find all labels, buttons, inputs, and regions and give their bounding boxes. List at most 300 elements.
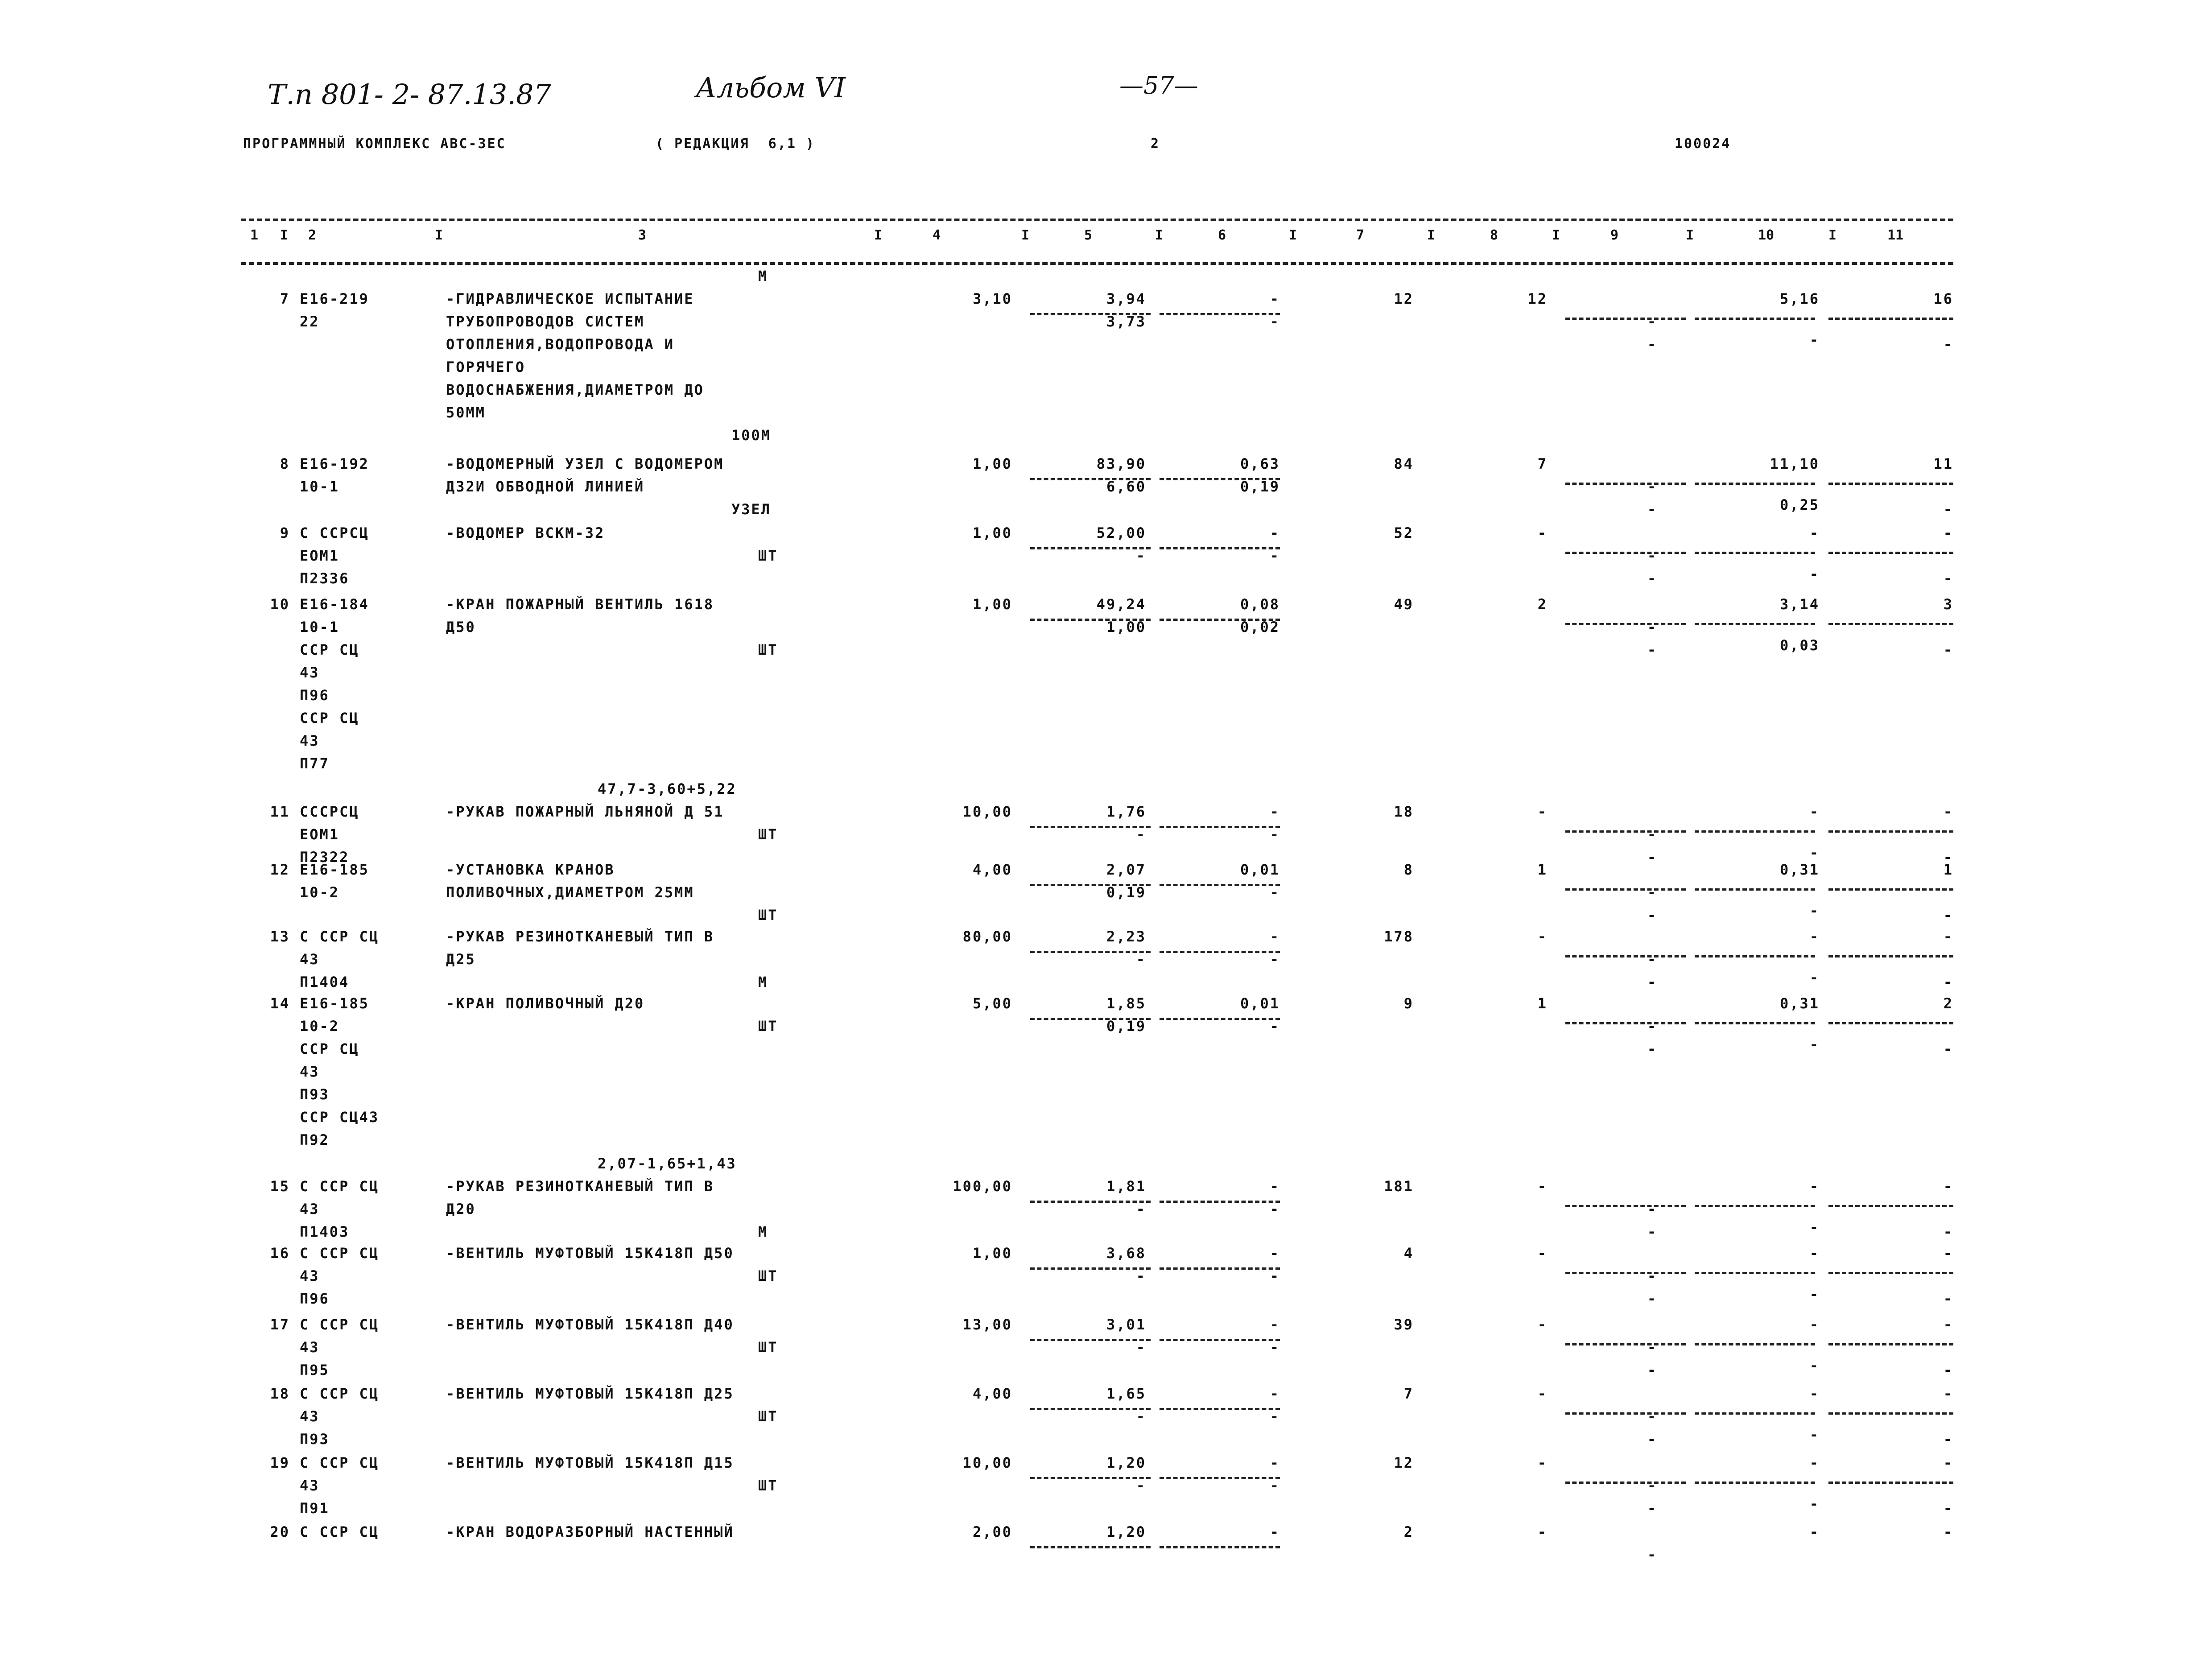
labor-machine-b: -: [1647, 1223, 1658, 1240]
labor-total-b: -: [1943, 336, 1953, 353]
dashed-separator: [1695, 318, 1815, 320]
labor-hours-b: -: [1809, 844, 1820, 861]
dashed-separator: [1695, 1205, 1815, 1207]
labor-total-b: -: [1943, 1040, 1953, 1057]
dashed-separator: [1030, 1018, 1151, 1020]
total-wage: -: [1537, 803, 1548, 820]
machine-wage: 0,02: [1240, 619, 1280, 636]
rate-code-line: П96: [300, 687, 330, 704]
work-description-line: -КРАН ВОДОРАЗБОРНЫЙ НАСТЕННЫЙ: [446, 1523, 734, 1540]
total-wage: -: [1537, 1178, 1548, 1195]
machine-wage: -: [1270, 1018, 1280, 1035]
dashed-separator: [1565, 830, 1686, 833]
labor-machine: -: [1647, 826, 1658, 843]
labor-total: -: [1943, 928, 1953, 945]
work-description-line: -РУКАВ РЕЗИНОТКАНЕВЫЙ ТИП В: [446, 1178, 714, 1195]
unit-label: ШТ: [758, 1408, 778, 1425]
unit-wage: 6,60: [1106, 478, 1146, 495]
rate-code-line: Е16-185: [300, 861, 369, 878]
labor-hours-b: -: [1809, 1426, 1820, 1443]
dashed-separator: [1160, 1408, 1280, 1410]
rate-code: [300, 1242, 379, 1310]
total-wage: -: [1537, 928, 1548, 945]
unit-label: 100М: [731, 427, 772, 444]
dashed-separator: [1565, 552, 1686, 554]
dashed-separator: [1828, 1412, 1953, 1415]
dashed-separator: [1565, 483, 1686, 485]
column-separator: I: [1289, 227, 1297, 243]
dashed-separator: [1030, 826, 1151, 828]
quantity: 1,00: [972, 596, 1012, 613]
rate-code-line: 43: [300, 1477, 320, 1494]
quantity: 1,00: [972, 455, 1012, 472]
rate-code-line: 10-2: [300, 884, 340, 901]
dashed-separator: [1695, 1482, 1815, 1484]
unit-cost: 2,07: [1106, 861, 1146, 878]
dashed-separator: [1828, 483, 1953, 485]
work-description-line: -РУКАВ РЕЗИНОТКАНЕВЫЙ ТИП В: [446, 928, 714, 945]
work-description: [446, 1175, 714, 1221]
program-name: ПРОГРАММНЫЙ КОМПЛЕКС АВС-ЗЕС: [243, 136, 506, 152]
work-description-line: -ГИДРАВЛИЧЕСКОЕ ИСПЫТАНИЕ: [446, 290, 694, 307]
rate-code-line: С ССР СЦ: [300, 1385, 380, 1402]
total-cost: 49: [1394, 596, 1414, 613]
row-number: 12: [270, 861, 290, 878]
work-description-line: -ВЕНТИЛЬ МУФТОВЫЙ 15К418П Д25: [446, 1385, 734, 1402]
column-number: 6: [1217, 227, 1226, 243]
total-cost: 178: [1384, 928, 1414, 945]
dashed-separator: [1030, 1477, 1151, 1479]
machine-cost: -: [1270, 1245, 1280, 1262]
machine-wage: -: [1270, 547, 1280, 564]
dashed-separator: [1030, 547, 1151, 549]
unit-label: ШТ: [758, 1267, 778, 1284]
quantity: 4,00: [972, 861, 1012, 878]
work-description-line: -РУКАВ ПОЖАРНЫЙ ЛЬНЯНОЙ Д 51: [446, 803, 724, 820]
work-description-line: 50ММ: [446, 404, 486, 421]
column-separator: I: [1686, 227, 1694, 243]
quantity: 2,00: [972, 1523, 1012, 1540]
rate-code-line: 43: [300, 1408, 320, 1425]
total-wage: 2: [1537, 596, 1548, 613]
total-cost: 181: [1384, 1178, 1414, 1195]
work-description-line: -КРАН ПОЛИВОЧНЫЙ Д20: [446, 995, 645, 1012]
labor-total: -: [1943, 1523, 1953, 1540]
total-wage: -: [1537, 1454, 1548, 1471]
labor-total: -: [1943, 1454, 1953, 1471]
rate-code-line: Е16-219: [300, 290, 369, 307]
total-cost: 12: [1394, 290, 1414, 307]
rate-code: [300, 992, 379, 1151]
work-description-line: -КРАН ПОЖАРНЫЙ ВЕНТИЛЬ 1618: [446, 596, 714, 613]
labor-hours: -: [1809, 803, 1820, 820]
dashed-separator: [1160, 478, 1280, 480]
dashed-separator: [1828, 830, 1953, 833]
labor-total: 16: [1933, 290, 1953, 307]
machine-wage: -: [1270, 1267, 1280, 1284]
work-description-line: -ВЕНТИЛЬ МУФТОВЫЙ 15К418П Д15: [446, 1454, 734, 1471]
dashed-separator: [1030, 1546, 1151, 1548]
labor-total-b: -: [1943, 570, 1953, 587]
work-description-line: Д20: [446, 1201, 476, 1217]
labor-machine-b: -: [1647, 501, 1658, 518]
rate-code-line: ССР СЦ: [300, 710, 359, 726]
rate-code-line: 43: [300, 664, 320, 681]
column-separator: I: [280, 227, 289, 243]
labor-machine-b: -: [1647, 570, 1658, 587]
rate-code-line: 43: [300, 951, 320, 968]
row-number: 8: [280, 455, 290, 472]
rate-code-line: 43: [300, 1201, 320, 1217]
quantity: 100,00: [953, 1178, 1012, 1195]
dashed-separator: [1030, 1408, 1151, 1410]
labor-machine: -: [1647, 619, 1658, 636]
rate-code-line: Е16-192: [300, 455, 369, 472]
total-cost: 84: [1394, 455, 1414, 472]
labor-machine: -: [1647, 1546, 1658, 1563]
rate-code-line: 22: [300, 313, 320, 330]
dashed-separator: [1160, 1546, 1280, 1548]
dashed-separator: [1828, 1205, 1953, 1207]
dashed-separator: [1160, 547, 1280, 549]
rate-code-line: П93: [300, 1431, 330, 1448]
column-number: 3: [638, 227, 647, 243]
unit-wage: -: [1136, 1408, 1146, 1425]
unit-label: ШТ: [758, 641, 778, 658]
dashed-separator: [1695, 483, 1815, 485]
work-description: [446, 801, 724, 823]
work-description-line: Д50: [446, 619, 476, 636]
rate-code-line: С ССР СЦ: [300, 1245, 380, 1262]
unit-wage: 0,19: [1106, 1018, 1146, 1035]
total-wage: -: [1537, 524, 1548, 541]
rate-code-line: 43: [300, 732, 320, 749]
dashed-separator: [1565, 1482, 1686, 1484]
row-number: 16: [270, 1245, 290, 1262]
machine-wage: -: [1270, 826, 1280, 843]
table-top-rule: [241, 219, 1953, 221]
labor-hours-b: 0,25: [1779, 496, 1820, 513]
row-number: 20: [270, 1523, 290, 1540]
labor-machine-b: -: [1647, 907, 1658, 924]
machine-cost: -: [1270, 1523, 1280, 1540]
row-number: 15: [270, 1178, 290, 1195]
labor-total-b: -: [1943, 1290, 1953, 1307]
dashed-separator: [1828, 623, 1953, 625]
rate-code: [300, 1521, 379, 1543]
total-cost: 52: [1394, 524, 1414, 541]
rate-code-line: П96: [300, 1290, 330, 1307]
total-wage: 1: [1537, 861, 1548, 878]
total-wage: -: [1537, 1523, 1548, 1540]
labor-total: -: [1943, 1178, 1953, 1195]
machine-cost: -: [1270, 1178, 1280, 1195]
machine-wage: -: [1270, 951, 1280, 968]
document-number: 100024: [1675, 136, 1731, 152]
rate-code-line: ССР СЦ: [300, 1040, 359, 1057]
work-description-line: -ВЕНТИЛЬ МУФТОВЫЙ 15К418П Д40: [446, 1316, 734, 1333]
labor-machine: -: [1647, 1477, 1658, 1494]
rate-code-line: П1404: [300, 974, 350, 990]
price-formula: 2,07-1,65+1,43: [598, 1155, 737, 1172]
edition-label: ( РЕДАКЦИЯ 6,1 ): [656, 136, 816, 152]
labor-hours: -: [1809, 1245, 1820, 1262]
rate-code-line: П77: [300, 755, 330, 772]
rate-code-line: ССР СЦ43: [300, 1109, 380, 1126]
labor-hours: -: [1809, 1385, 1820, 1402]
labor-machine-b: -: [1647, 849, 1658, 866]
machine-cost: -: [1270, 524, 1280, 541]
unit-label: ШТ: [758, 1018, 778, 1035]
dashed-separator: [1030, 884, 1151, 886]
row-number: 13: [270, 928, 290, 945]
unit-wage: -: [1136, 1201, 1146, 1217]
labor-hours: 0,31: [1779, 861, 1820, 878]
work-description: [446, 992, 644, 1015]
labor-machine: -: [1647, 1201, 1658, 1217]
work-description-line: ВОДОСНАБЖЕНИЯ,ДИАМЕТРОМ ДО: [446, 381, 704, 398]
work-description: [446, 288, 704, 424]
dashed-separator: [1160, 1267, 1280, 1270]
machine-wage: -: [1270, 1408, 1280, 1425]
rate-code: [300, 522, 369, 590]
labor-machine: -: [1647, 1018, 1658, 1035]
machine-cost: -: [1270, 290, 1280, 307]
total-wage: 12: [1527, 290, 1548, 307]
column-separator: I: [1021, 227, 1030, 243]
unit-label: ШТ: [758, 907, 778, 924]
labor-hours: -: [1809, 524, 1820, 541]
quantity: 4,00: [972, 1385, 1012, 1402]
labor-machine-b: -: [1647, 974, 1658, 990]
machine-cost: -: [1270, 1454, 1280, 1471]
total-wage: -: [1537, 1245, 1548, 1262]
rate-code-line: П92: [300, 1131, 330, 1148]
labor-machine: -: [1647, 1408, 1658, 1425]
column-separator: I: [1155, 227, 1164, 243]
labor-hours: -: [1809, 1178, 1820, 1195]
work-description-line: Д32И ОБВОДНОЙ ЛИНИЕЙ: [446, 478, 645, 495]
dashed-separator: [1828, 955, 1953, 957]
work-description: [446, 593, 714, 639]
work-description: [446, 1313, 734, 1336]
rate-code-line: 10-2: [300, 1018, 340, 1035]
work-description: [446, 1382, 734, 1405]
labor-total-b: -: [1943, 1223, 1953, 1240]
quantity: 80,00: [962, 928, 1012, 945]
dashed-separator: [1828, 1022, 1953, 1024]
total-cost: 2: [1403, 1523, 1414, 1540]
labor-hours-b: -: [1809, 1495, 1820, 1512]
album-label: Альбом VI: [696, 71, 846, 104]
work-description-line: Д25: [446, 951, 476, 968]
total-cost: 18: [1394, 803, 1414, 820]
dashed-separator: [1695, 955, 1815, 957]
work-description: [446, 453, 724, 498]
work-description: [446, 1452, 734, 1474]
column-number: 1: [250, 227, 259, 243]
column-number: 7: [1356, 227, 1365, 243]
total-wage: 1: [1537, 995, 1548, 1012]
rate-code-line: С ССР СЦ: [300, 1454, 380, 1471]
machine-cost: 0,01: [1240, 995, 1280, 1012]
unit-cost: 49,24: [1096, 596, 1146, 613]
dashed-separator: [1565, 1205, 1686, 1207]
work-description-line: -УСТАНОВКА КРАНОВ: [446, 861, 615, 878]
rate-code-line: 43: [300, 1339, 320, 1356]
labor-hours: 5,16: [1779, 290, 1820, 307]
dashed-separator: [1030, 1267, 1151, 1270]
labor-machine-b: -: [1647, 1040, 1658, 1057]
unit-wage: -: [1136, 951, 1146, 968]
quantity: 5,00: [972, 995, 1012, 1012]
dashed-separator: [1565, 1272, 1686, 1274]
dashed-separator: [1695, 830, 1815, 833]
labor-machine: -: [1647, 547, 1658, 564]
rate-code-line: ЕОМ1: [300, 826, 340, 843]
labor-total: 1: [1943, 861, 1953, 878]
labor-machine: -: [1647, 951, 1658, 968]
labor-hours-b: -: [1809, 1036, 1820, 1053]
dashed-separator: [1160, 826, 1280, 828]
labor-total-b: -: [1943, 641, 1953, 658]
rate-code-line: П93: [300, 1086, 330, 1103]
dashed-separator: [1030, 1339, 1151, 1341]
labor-machine: -: [1647, 313, 1658, 330]
labor-total-b: -: [1943, 974, 1953, 990]
rate-code: [300, 453, 369, 498]
unit-label: УЗЕЛ: [731, 501, 772, 518]
unit-cost: 52,00: [1096, 524, 1146, 541]
dashed-separator: [1828, 1343, 1953, 1345]
labor-hours-b: -: [1809, 969, 1820, 986]
dashed-separator: [1030, 313, 1151, 315]
unit-cost: 3,68: [1106, 1245, 1146, 1262]
unit-label: М: [758, 1223, 768, 1240]
machine-cost: -: [1270, 1316, 1280, 1333]
work-description: [446, 1521, 734, 1543]
labor-hours: -: [1809, 1316, 1820, 1333]
labor-hours-b: -: [1809, 565, 1820, 582]
unit-cost: 1,81: [1106, 1178, 1146, 1195]
column-number: 10: [1758, 227, 1775, 243]
unit-cost: 1,20: [1106, 1523, 1146, 1540]
machine-cost: 0,63: [1240, 455, 1280, 472]
rate-code: [300, 1175, 379, 1243]
column-separator: I: [1552, 227, 1560, 243]
labor-hours: -: [1809, 1523, 1820, 1540]
labor-total: 3: [1943, 596, 1953, 613]
labor-hours-b: -: [1809, 1357, 1820, 1374]
total-cost: 12: [1394, 1454, 1414, 1471]
machine-wage: -: [1270, 1201, 1280, 1217]
unit-cost: 1,85: [1106, 995, 1146, 1012]
labor-machine-b: -: [1647, 1431, 1658, 1448]
work-description-line: -ВОДОМЕРНЫЙ УЗЕЛ С ВОДОМЕРОМ: [446, 455, 724, 472]
total-cost: 4: [1403, 1245, 1414, 1262]
sheet-number: 2: [1151, 136, 1160, 152]
dashed-separator: [1160, 1477, 1280, 1479]
rate-code-line: ССР СЦ: [300, 641, 359, 658]
total-wage: -: [1537, 1385, 1548, 1402]
labor-total: -: [1943, 1385, 1953, 1402]
column-number: 8: [1490, 227, 1498, 243]
machine-wage: -: [1270, 884, 1280, 901]
rate-code-line: С ССР СЦ: [300, 1316, 380, 1333]
labor-total-b: -: [1943, 1362, 1953, 1378]
rate-code-line: 10-1: [300, 478, 340, 495]
labor-total-b: -: [1943, 501, 1953, 518]
labor-hours: 3,14: [1779, 596, 1820, 613]
rate-code-line: СССРСЦ: [300, 803, 359, 820]
total-cost: 7: [1403, 1385, 1414, 1402]
work-description-line: ТРУБОПРОВОДОВ СИСТЕМ: [446, 313, 645, 330]
labor-hours-b: -: [1809, 1286, 1820, 1303]
machine-wage: -: [1270, 313, 1280, 330]
labor-hours-b: -: [1809, 902, 1820, 919]
column-number: 9: [1610, 227, 1619, 243]
dashed-separator: [1695, 1272, 1815, 1274]
unit-wage: 3,73: [1106, 313, 1146, 330]
column-separator: I: [435, 227, 443, 243]
dashed-separator: [1160, 619, 1280, 621]
labor-hours-b: -: [1809, 331, 1820, 348]
labor-hours-b: -: [1809, 1219, 1820, 1236]
labor-machine-b: -: [1647, 1500, 1658, 1517]
column-separator: I: [874, 227, 883, 243]
rate-code-line: С ССР СЦ: [300, 1523, 380, 1540]
dashed-separator: [1030, 1201, 1151, 1203]
row-number: 9: [280, 524, 290, 541]
rate-code: [300, 1313, 379, 1382]
labor-machine: -: [1647, 884, 1658, 901]
table-header-rule: [241, 262, 1953, 265]
row-number: 14: [270, 995, 290, 1012]
quantity: 3,10: [972, 290, 1012, 307]
row-number: 7: [280, 290, 290, 307]
labor-hours: -: [1809, 1454, 1820, 1471]
dashed-separator: [1565, 888, 1686, 891]
labor-total: -: [1943, 524, 1953, 541]
dashed-separator: [1695, 1343, 1815, 1345]
unit-wage: -: [1136, 1267, 1146, 1284]
total-wage: -: [1537, 1316, 1548, 1333]
total-cost: 8: [1403, 861, 1414, 878]
machine-cost: -: [1270, 928, 1280, 945]
dashed-separator: [1828, 1272, 1953, 1274]
row-number: 10: [270, 596, 290, 613]
row-number: 17: [270, 1316, 290, 1333]
rate-code: [300, 288, 369, 333]
column-number: 11: [1887, 227, 1904, 243]
labor-total: -: [1943, 1245, 1953, 1262]
dashed-separator: [1828, 318, 1953, 320]
rate-code-line: П2322: [300, 849, 350, 866]
rate-code-line: 43: [300, 1063, 320, 1080]
row-number: 19: [270, 1454, 290, 1471]
labor-machine-b: -: [1647, 1290, 1658, 1307]
total-cost: 39: [1394, 1316, 1414, 1333]
dashed-separator: [1565, 318, 1686, 320]
labor-machine: -: [1647, 1339, 1658, 1356]
rate-code-line: П91: [300, 1500, 330, 1517]
machine-cost: -: [1270, 803, 1280, 820]
dashed-separator: [1695, 552, 1815, 554]
unit-cost: 83,90: [1096, 455, 1146, 472]
quantity: 10,00: [962, 803, 1012, 820]
labor-total-b: -: [1943, 1500, 1953, 1517]
dashed-separator: [1160, 1339, 1280, 1341]
